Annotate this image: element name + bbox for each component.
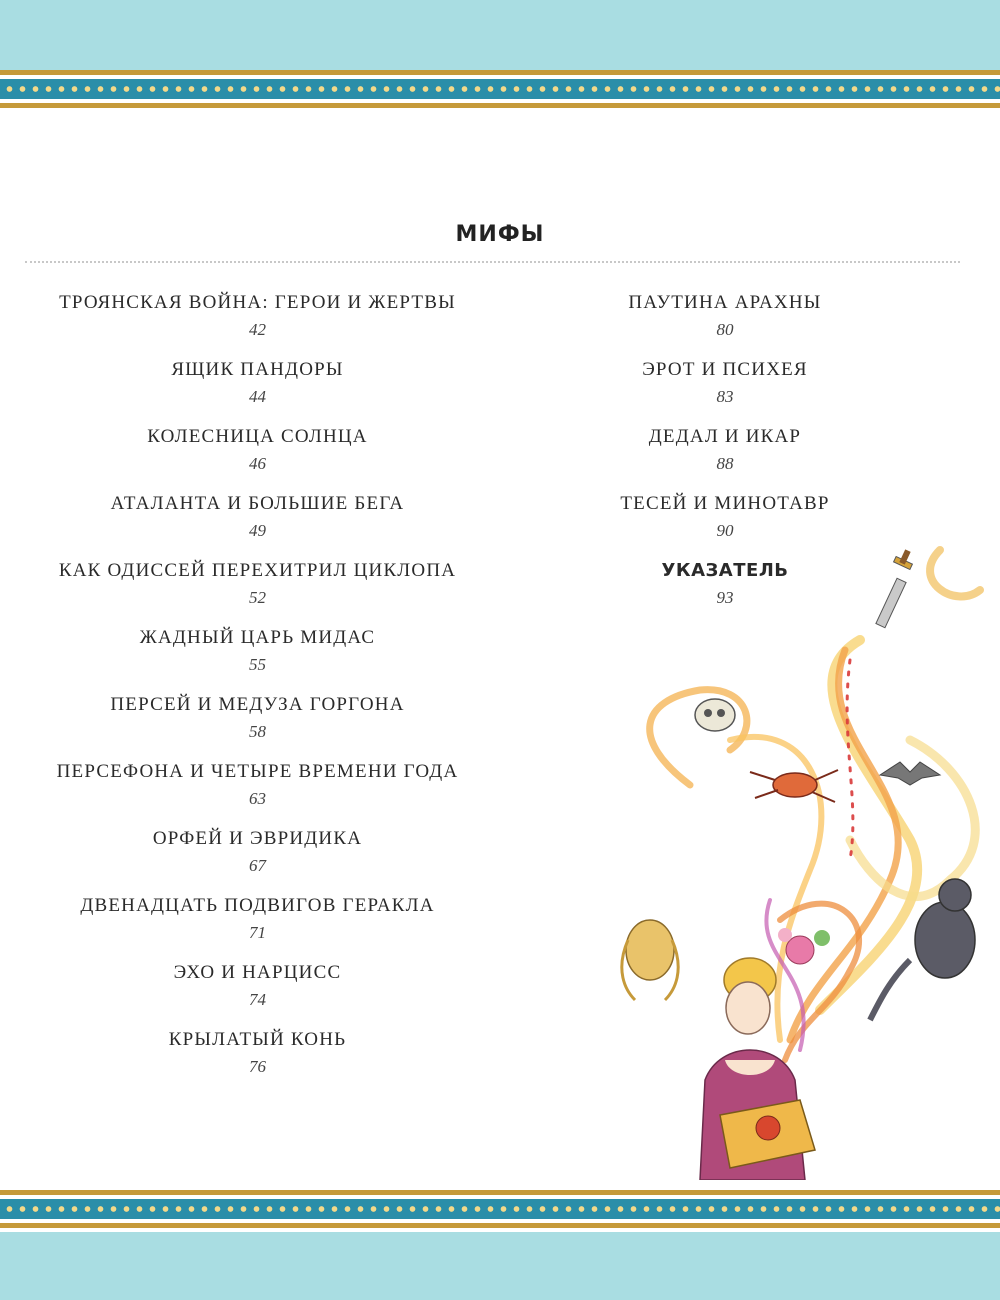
toc-entry-page: 49: [249, 521, 266, 540]
skull-icon: [695, 699, 735, 731]
toc-entry[interactable]: [20, 757, 495, 824]
toc-entry[interactable]: [20, 355, 495, 422]
toc-entry-title: ТРОЯНСКАЯ ВОЙНА: ГЕРОИ И ЖЕРТВЫ: [59, 292, 456, 313]
toc-entry-page: 67: [249, 856, 266, 875]
toc-entry-page: 76: [249, 1057, 266, 1076]
toc-entry[interactable]: [600, 422, 850, 489]
toc-entry-page: 93: [716, 588, 734, 607]
toc-entry-title: УКАЗАТЕЛЬ: [661, 560, 789, 581]
toc-entry-page: 52: [249, 588, 266, 607]
toc-entry-page: 55: [249, 655, 266, 674]
title-divider: [25, 261, 960, 263]
bat-icon: [880, 762, 940, 785]
toc-entry-page: 71: [249, 923, 266, 942]
bottom-ornamental-border: [0, 1190, 1000, 1228]
toc-entry-title: КРЫЛАТЫЙ КОНЬ: [168, 1029, 347, 1050]
toc-entry[interactable]: [20, 690, 495, 757]
toc-entry-title: ПЕРСЕЙ И МЕДУЗА ГОРГОНА: [110, 694, 405, 715]
toc-entry-title: ЭРОТ И ПСИХЕЯ: [642, 359, 808, 380]
toc-entry[interactable]: [20, 556, 495, 623]
toc-entry[interactable]: [600, 288, 850, 355]
toc-entry-page: 83: [716, 387, 734, 406]
toc-entry-title: КОЛЕСНИЦА СОЛНЦА: [147, 426, 368, 447]
toc-entry-page: 58: [249, 722, 266, 741]
toc-entry-title: ЖАДНЫЙ ЦАРЬ МИДАС: [139, 627, 376, 648]
toc-entry[interactable]: [20, 489, 495, 556]
toc-entry[interactable]: [20, 824, 495, 891]
toc-entry-page: 63: [249, 789, 266, 808]
bottom-band: [0, 1232, 1000, 1300]
toc-entry[interactable]: [20, 1025, 495, 1092]
toc-entry-title: ДВЕНАДЦАТЬ ПОДВИГОВ ГЕРАКЛА: [80, 895, 435, 916]
toc-left-column: [20, 288, 495, 1092]
toc-entry-title: КАК ОДИССЕЙ ПЕРЕХИТРИЛ ЦИКЛОПА: [58, 560, 457, 581]
toc-entry[interactable]: [20, 958, 495, 1025]
toc-entry-page: 74: [249, 990, 266, 1009]
toc-entry-title: ПЕРСЕФОНА И ЧЕТЫРЕ ВРЕМЕНИ ГОДА: [56, 761, 459, 782]
spider-icon: [750, 770, 838, 802]
toc-entry-page: 88: [716, 454, 734, 473]
top-band: [0, 0, 1000, 70]
page-title: МИФЫ: [455, 222, 545, 247]
toc-entry-title: ПАУТИНА АРАХНЫ: [628, 292, 822, 313]
toc-entry-page: 42: [249, 320, 266, 339]
top-ornamental-border: [0, 70, 1000, 108]
medusa-head-icon: [622, 920, 678, 1000]
toc-entry[interactable]: [20, 623, 495, 690]
toc-entry-title: ЯЩИК ПАНДОРЫ: [171, 359, 344, 380]
toc-entry[interactable]: [20, 288, 495, 355]
toc-entry-page: 44: [249, 387, 266, 406]
toc-entry-title: ОРФЕЙ И ЭВРИДИКА: [152, 828, 363, 849]
toc-entry-title: ДЕДАЛ И ИКАР: [648, 426, 802, 447]
toc-entry[interactable]: [600, 355, 850, 422]
toc-entry[interactable]: [20, 891, 495, 958]
toc-entry-title: ЭХО И НАРЦИСС: [173, 962, 342, 983]
toc-entry-page: 90: [716, 521, 734, 540]
pandora-box-illustration: [610, 540, 1000, 1180]
toc-entry-title: ТЕСЕЙ И МИНОТАВР: [620, 493, 830, 514]
toc-entry-page: 80: [716, 320, 734, 339]
toc-entry-title: АТАЛАНТА И БОЛЬШИЕ БЕГА: [110, 493, 405, 514]
dagger-icon: [876, 549, 913, 627]
toc-entry[interactable]: [20, 422, 495, 489]
toc-entry-page: 46: [249, 454, 266, 473]
